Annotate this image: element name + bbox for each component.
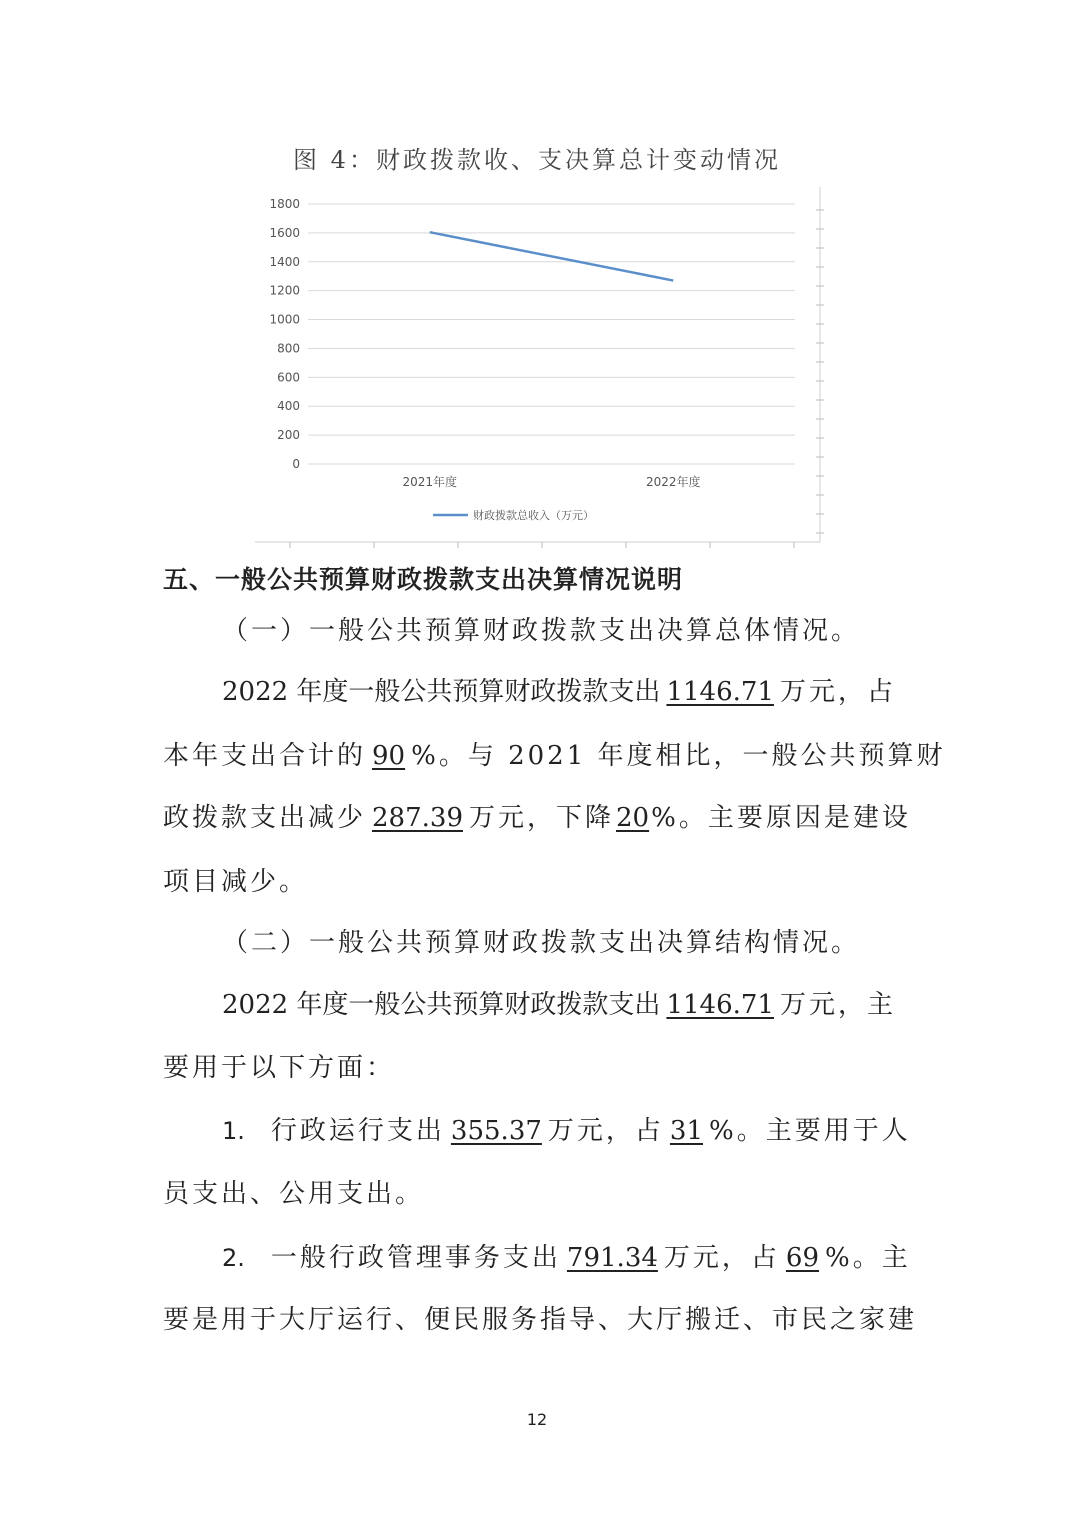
list-item-2 (222, 1241, 982, 1275)
chart-legend (433, 508, 594, 522)
percent-item1: 31 (669, 1116, 704, 1146)
x-tick-label: 2021年度 (402, 475, 458, 489)
list-item-2-cont: 要是用于大厅运行、便民服务指导、大厅搬迁、市民之家建 (163, 1305, 918, 1335)
text-run: 万元，主 (779, 990, 896, 1020)
text-run: 万元，占 (547, 1116, 664, 1146)
list-item-1 (222, 1114, 982, 1148)
x-tick-labels (402, 474, 700, 489)
text-run: 一般行政管理事务支出 (270, 1243, 561, 1273)
amount-total: 1146.71 (666, 677, 774, 707)
sub2-para-line1 (222, 988, 982, 1022)
text-run: 本年支出合计的 (163, 741, 367, 771)
y-tick-label: 200 (277, 428, 300, 443)
text-run: 政拨款支出减少 (163, 803, 367, 833)
series-line (430, 232, 674, 280)
page-number: 12 (526, 1410, 548, 1429)
percent-item2: 69 (785, 1243, 820, 1273)
x-tick-label: 2022年度 (645, 475, 701, 489)
sub1-para-line3 (163, 801, 923, 835)
section-heading: 五、一般公共预算财政拨款支出决算情况说明 (163, 565, 684, 594)
percent-decrease: 20 (616, 803, 650, 833)
list-number: 2. (222, 1244, 245, 1272)
sub1-para-line1 (222, 675, 982, 709)
text-run: 2022 年度一般公共预算财政拨款支出 (222, 990, 661, 1020)
y-tick-label: 1200 (269, 283, 300, 298)
percent-share: 90 (372, 741, 406, 771)
text-run: %。主要用于人 (709, 1116, 911, 1146)
line-chart (250, 185, 830, 550)
legend-label: 财政拨款总收入（万元） (473, 509, 594, 522)
text-run: 万元，占 (779, 677, 896, 707)
chart-grid (308, 204, 795, 464)
text-run: 万元，占 (663, 1243, 780, 1273)
sub2-title: （二）一般公共预算财政拨款支出决算结构情况。 (222, 928, 861, 958)
y-tick-label: 1400 (269, 254, 300, 269)
amount-item2: 791.34 (566, 1243, 658, 1273)
chart-frame (255, 187, 824, 548)
sub1-para-line4: 项目减少。 (163, 867, 309, 897)
figure-title: 图 4：财政拨款收、支决算总计变动情况 (293, 146, 781, 174)
text-run: 2022 年度一般公共预算财政拨款支出 (222, 677, 661, 707)
y-tick-labels (269, 197, 300, 471)
chart-series (430, 232, 674, 281)
sub1-para-line2 (163, 739, 946, 773)
text-run: %。与 2021 年度相比，一般公共预算财 (411, 741, 946, 771)
y-tick-label: 1800 (269, 197, 300, 211)
amount-decrease: 287.39 (372, 803, 463, 833)
text-run: %。主 (825, 1243, 911, 1273)
text-run: 万元，下降 (469, 803, 615, 833)
text-run: %。主要原因是建设 (651, 803, 911, 833)
y-tick-label: 1600 (269, 225, 300, 240)
amount-item1: 355.37 (450, 1116, 542, 1146)
y-tick-label: 1000 (269, 312, 300, 327)
sub2-para-line2: 要用于以下方面： (163, 1053, 396, 1083)
text-run: 行政运行支出 (270, 1116, 445, 1146)
y-tick-label: 400 (277, 399, 300, 414)
y-tick-label: 0 (292, 457, 300, 471)
y-tick-label: 600 (277, 370, 300, 385)
amount-total: 1146.71 (666, 990, 774, 1020)
list-number: 1. (222, 1117, 245, 1145)
y-tick-label: 800 (277, 341, 300, 356)
list-item-1-cont: 员支出、公用支出。 (163, 1179, 425, 1209)
sub1-title: （一）一般公共预算财政拨款支出决算总体情况。 (222, 616, 861, 646)
